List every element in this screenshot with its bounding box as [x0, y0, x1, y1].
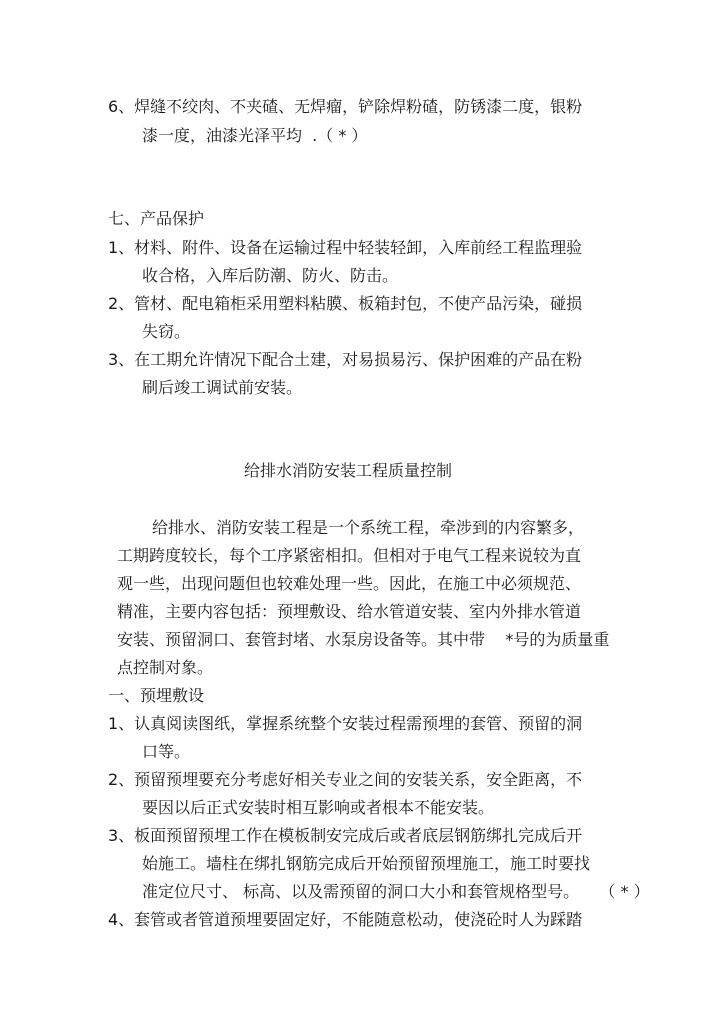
section-heading: 一、预埋敷设	[108, 686, 205, 705]
list-item-continuation: 口等。	[142, 742, 191, 761]
list-item: 1、认真阅读图纸，掌握系统整个安装过程需预埋的套管、预留的洞	[108, 714, 583, 733]
paragraph-line: 观一些，出现问题但也较难处理一些。因此，在施工中必须规范、	[117, 574, 582, 593]
text-line: 6、焊缝不绞肉、不夹碴、无焊瘤，铲除焊粉碴，防锈漆二度，银粉	[108, 97, 583, 116]
paragraph-line: 精准，主要内容包括：预埋敷设、给水管道安装、室内外排水管道	[117, 602, 582, 621]
list-item: 2、预留预埋要充分考虑好相关专业之间的安装关系，安全距离，不	[108, 770, 583, 789]
list-item-continuation: 始施工。墙柱在绑扎钢筋完成后开始预留预埋施工，施工时要找	[142, 854, 591, 873]
list-item-continuation: 收合格，入库后防潮、防火、防击。	[142, 266, 399, 285]
list-item: 2、管材、配电箱柜采用塑料粘膜、板箱封包，不使产品污染，碰损	[108, 294, 583, 313]
list-item-continuation: 准定位尺寸、 标高、以及需预留的洞口大小和套管规格型号。 （ * ）	[142, 882, 650, 901]
paragraph-line: 安装、预留洞口、套管封堵、水泵房设备等。其中带 *号的为质量重	[117, 630, 610, 649]
section-heading: 七、产品保护	[108, 209, 205, 228]
paragraph-line: 点控制对象。	[117, 658, 214, 677]
list-item-continuation: 刷后竣工调试前安装。	[142, 378, 303, 397]
list-item: 3、板面预留预埋工作在模板制安完成后或者底层钢筋绑扎完成后开	[108, 826, 583, 845]
page-title: 给排水消防安装工程质量控制	[244, 461, 453, 480]
list-item: 4、套管或者管道预埋要固定好，不能随意松动，使浇砼时人为踩踏	[108, 910, 583, 929]
list-item: 1、材料、附件、设备在运输过程中轻装轻卸，入库前经工程监理验	[108, 238, 583, 257]
paragraph-line: 给排水、消防安装工程是一个系统工程，牵涉到的内容繁多，	[152, 518, 585, 537]
paragraph-line: 工期跨度较长，每个工序紧密相扣。但相对于电气工程来说较为直	[117, 546, 582, 565]
list-item-continuation: 失窃。	[142, 322, 191, 341]
list-item: 3、在工期允许情况下配合土建，对易损易污、保护困难的产品在粉	[108, 350, 583, 369]
text-line: 漆一度，油漆光泽平均 .（ * ）	[142, 126, 368, 145]
list-item-continuation: 要因以后正式安装时相互影响或者根本不能安装。	[142, 798, 495, 817]
